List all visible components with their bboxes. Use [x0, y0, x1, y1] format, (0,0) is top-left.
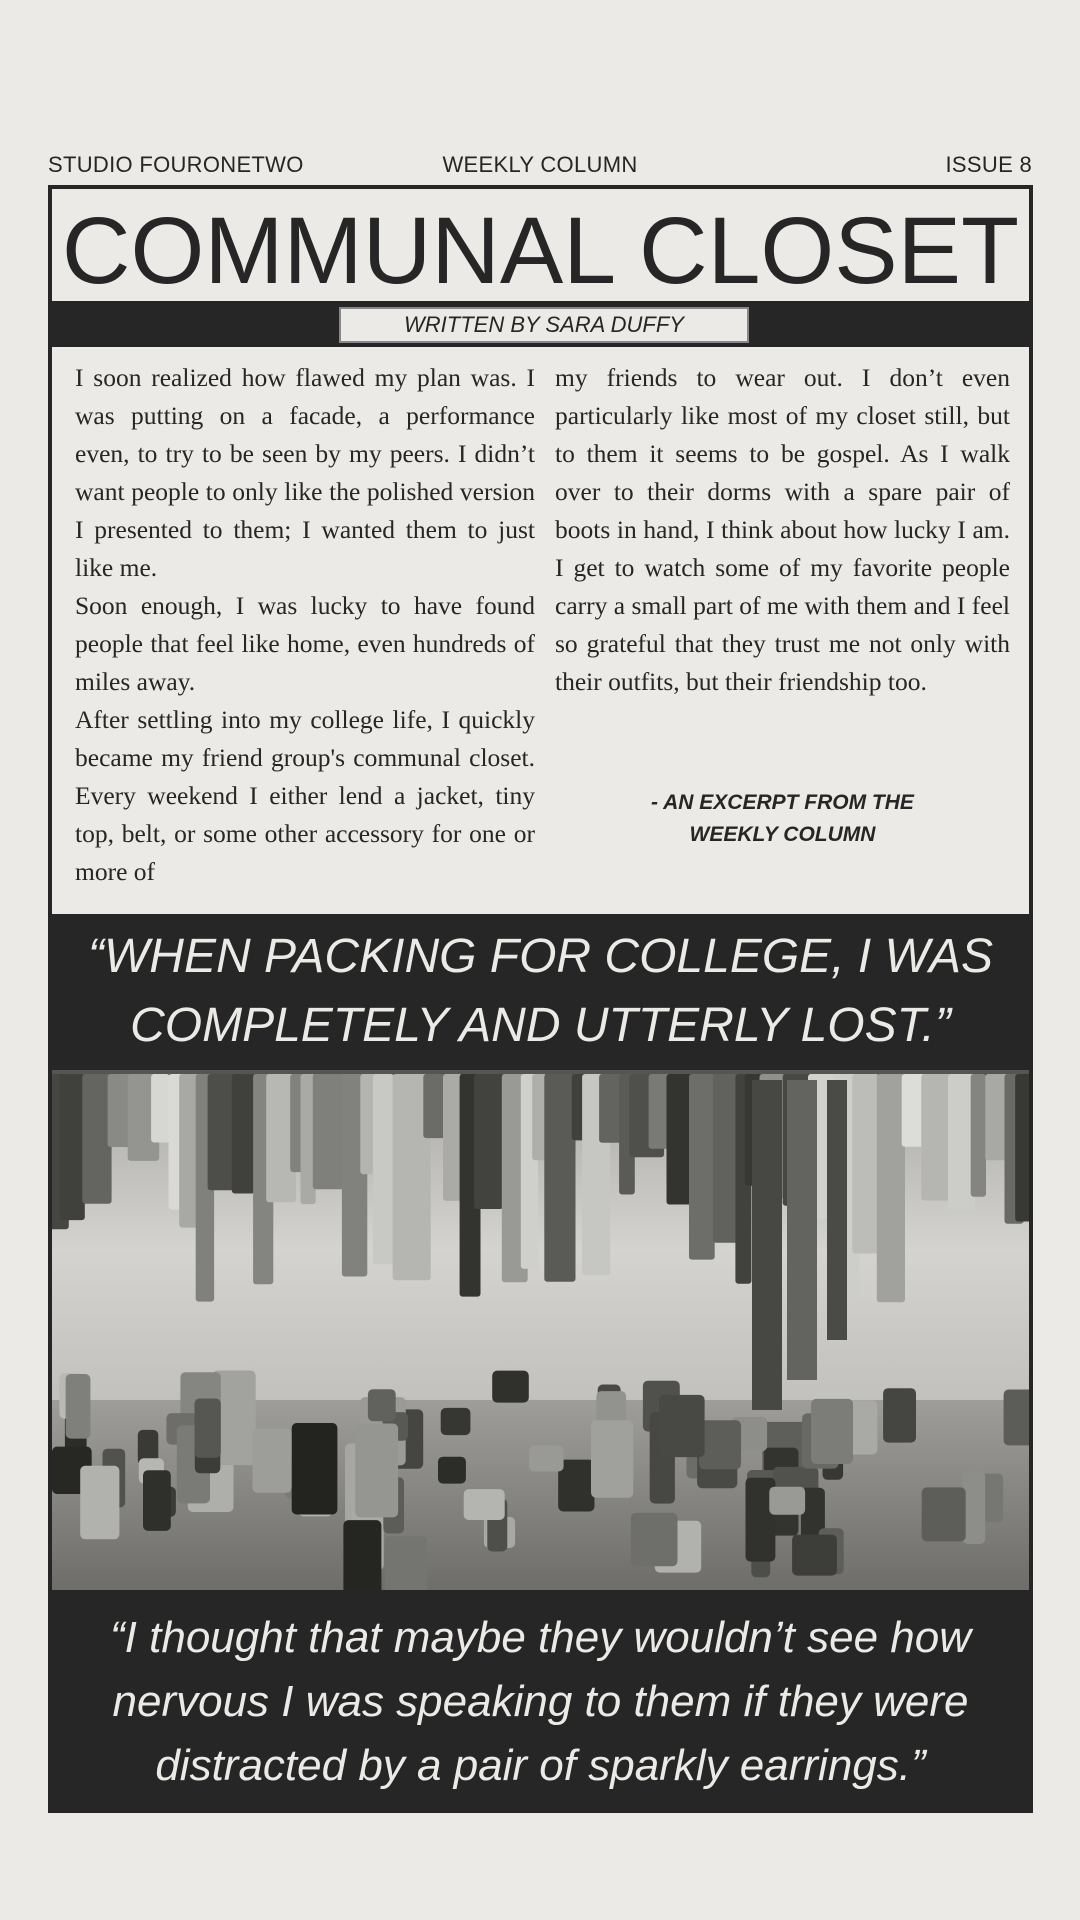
pull-quote [52, 914, 1029, 1070]
column-label: WEEKLY COLUMN [442, 152, 638, 177]
byline: WRITTEN BY SARA DUFFY [339, 307, 749, 343]
closing-quote [52, 1590, 1029, 1813]
closet-photo [52, 1070, 1029, 1590]
article-column-right [555, 359, 1010, 701]
byline-bar [52, 301, 1029, 347]
masthead-bar [48, 152, 1032, 182]
pull-quote-line: COMPLETELY AND UTTERLY LOST.” [130, 999, 951, 1052]
paragraph: Soon enough, I was lucky to have found people that feel like home, even hundreds of miles away. [75, 591, 535, 696]
issue-number: ISSUE 8 [945, 152, 1032, 177]
article-column-left [75, 359, 535, 891]
article-frame [48, 185, 1033, 1813]
closing-quote-line: nervous I was speaking to them if they were [112, 1677, 969, 1726]
excerpt-note [555, 787, 1010, 851]
paragraph: my friends to wear out. I don’t even particularly like most of my closet still, but to them it seems to be gospel. As I walk over to their dorms with a spare pair of boots in hand, I think about how lucky I am. I get to watch some of my favorite people carry a small part of me with them and I feel so grateful that they trust me not only with their outfits, but their friendship too. [555, 363, 1010, 696]
pull-quote-line: “WHEN PACKING FOR COLLEGE, I WAS [87, 930, 993, 983]
closing-quote-line: distracted by a pair of sparkly earrings.” [155, 1741, 926, 1790]
article-title: COMMUNAL CLOSET [61, 198, 1020, 301]
closet-photo-illustration [52, 1070, 1029, 1590]
studio-name: STUDIO FOURONETWO [48, 152, 304, 177]
excerpt-line: - AN EXCERPT FROM THE [651, 791, 914, 814]
paragraph: After settling into my college life, I quickly became my friend group's communal closet. Every weekend I either lend a jacket, tiny top, belt, or some other accessory for one or more of [75, 705, 535, 886]
closing-quote-line: “I thought that maybe they wouldn’t see how [110, 1613, 971, 1662]
excerpt-line: WEEKLY COLUMN [689, 823, 876, 846]
paragraph: I soon realized how flawed my plan was. I was putting on a facade, a performance even, to try to be seen by my peers. I didn’t want people to only like the polished version I presented to them; I wanted them to just like me. [75, 363, 535, 582]
